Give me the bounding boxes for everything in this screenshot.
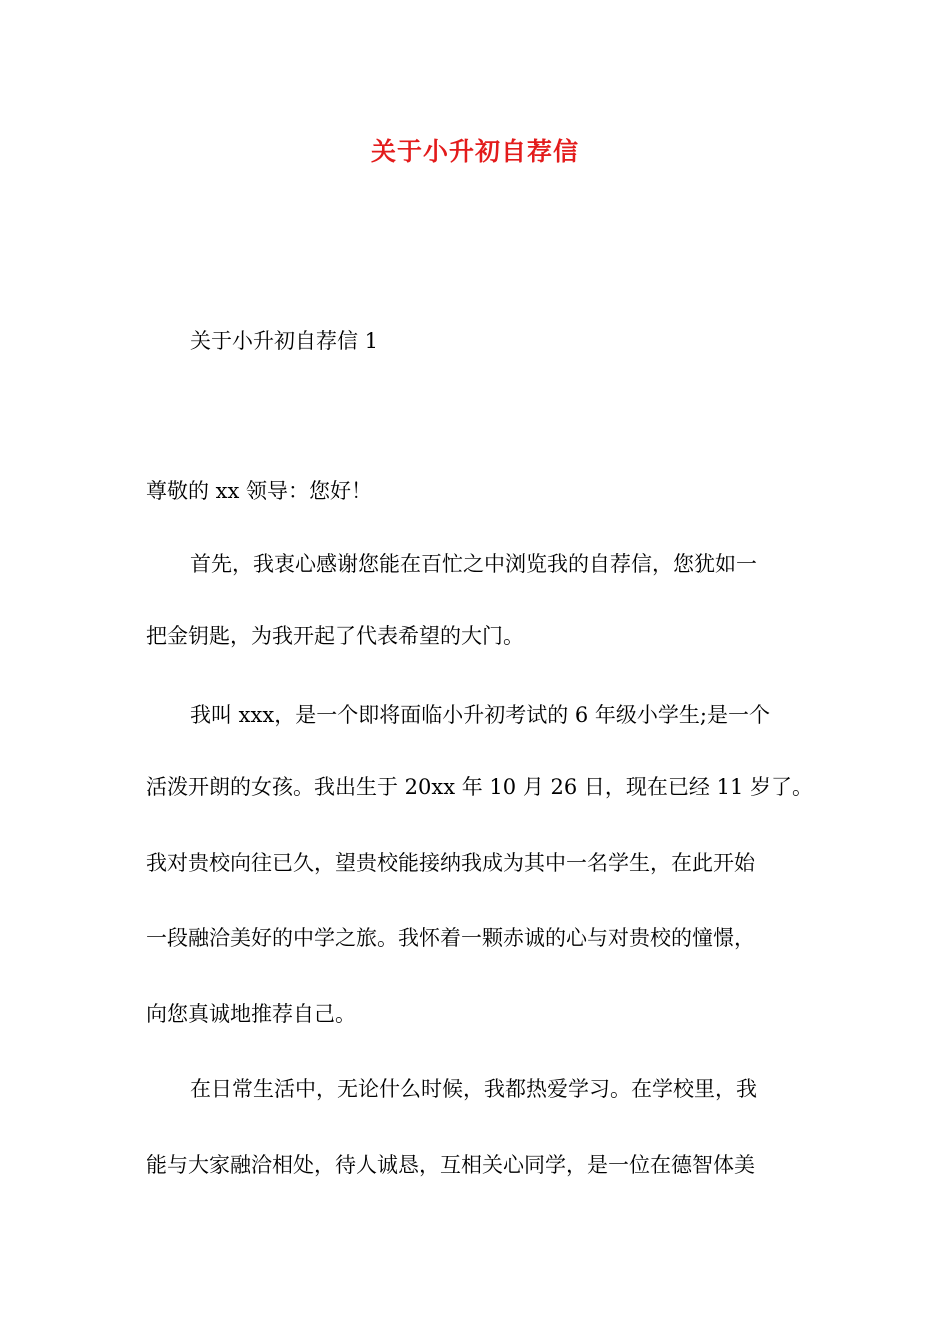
paragraph-line: 活泼开朗的女孩。我出生于 20xx 年 10 月 26 日，现在已经 11 岁了。 xyxy=(146,775,813,799)
section-heading: 关于小升初自荐信 1 xyxy=(190,329,379,353)
paragraph-line: 向您真诚地推荐自己。 xyxy=(146,1002,356,1026)
salutation: 尊敬的 xx 领导：您好！ xyxy=(146,479,373,503)
paragraph-line: 能与大家融洽相处，待人诚恳，互相关心同学，是一位在德智体美 xyxy=(146,1153,755,1177)
paragraph-line: 在日常生活中，无论什么时候，我都热爱学习。在学校里，我 xyxy=(190,1077,757,1101)
paragraph-line: 首先，我衷心感谢您能在百忙之中浏览我的自荐信，您犹如一 xyxy=(190,552,757,576)
document-title: 关于小升初自荐信 xyxy=(370,137,579,166)
paragraph-line: 一段融洽美好的中学之旅。我怀着一颗赤诚的心与对贵校的憧憬， xyxy=(146,926,755,950)
paragraph-line: 我对贵校向往已久，望贵校能接纳我成为其中一名学生，在此开始 xyxy=(146,851,755,875)
paragraph-line: 把金钥匙，为我开起了代表希望的大门。 xyxy=(146,624,524,648)
paragraph-line: 我叫 xxx，是一个即将面临小升初考试的 6 年级小学生;是一个 xyxy=(190,703,770,727)
